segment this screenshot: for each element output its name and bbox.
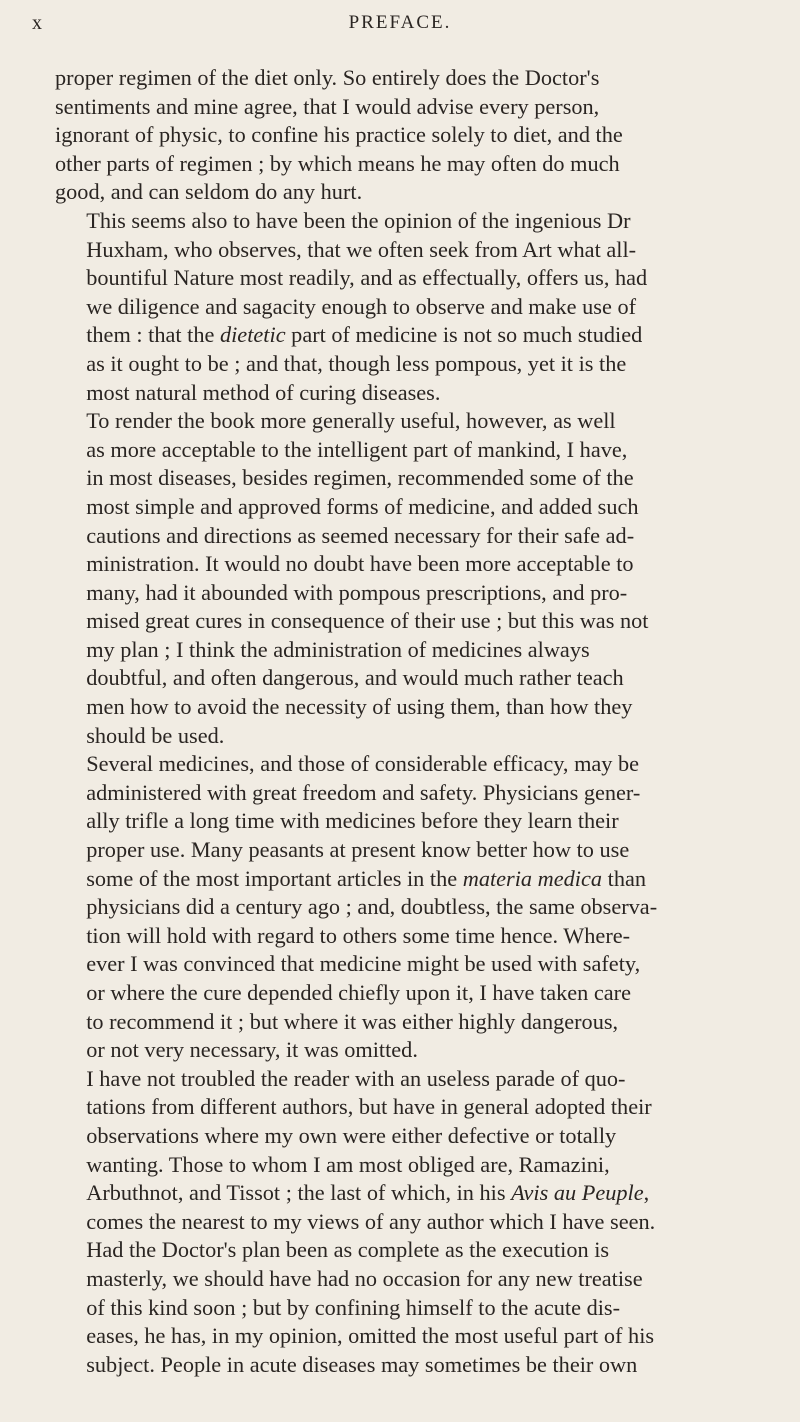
text-line: my plan ; I think the administration of medicines always <box>86 636 590 662</box>
text-line: mised great cures in consequence of their use ; but this was not <box>86 608 649 634</box>
text-line: comes the nearest to my views of any author which I have seen. <box>86 1208 656 1234</box>
text-line: should be used. <box>86 722 225 748</box>
text-line: To render the book more generally useful, however, as well <box>86 408 616 434</box>
text-line: Had the Doctor's plan been as complete as the execution is <box>86 1237 610 1263</box>
text-line: ally trifle a long time with medicines before they learn their <box>86 808 619 834</box>
text-line: most simple and approved forms of medicine, and added such <box>86 493 639 519</box>
text-line: Several medicines, and those of considerable efficacy, may be <box>86 751 640 777</box>
text-line: them : that the dietetic part of medicine is not so much studied <box>86 322 643 348</box>
text-line: men how to avoid the necessity of using them, than how they <box>86 694 633 720</box>
paragraph <box>55 750 761 1065</box>
text-line: as it ought to be ; and that, though less pompous, yet it is the <box>86 350 627 376</box>
text-line: ever I was convinced that medicine might be used with safety, <box>86 951 641 977</box>
text-line: ignorant of physic, to confine his practice solely to diet, and the <box>55 122 623 148</box>
text-line: or not very necessary, it was omitted. <box>86 1037 418 1063</box>
paragraph <box>55 1065 761 1380</box>
text-line: administered with great freedom and safety. Physicians gener- <box>86 779 641 805</box>
paragraph <box>55 64 761 207</box>
text-line: ministration. It would no doubt have been more acceptable to <box>86 551 634 577</box>
page-header <box>0 12 800 48</box>
text-line: some of the most important articles in the materia medica than <box>86 865 647 891</box>
text-line: tion will hold with regard to others some time hence. Where- <box>86 922 631 948</box>
text-line: good, and can seldom do any hurt. <box>55 179 363 205</box>
text-line: to recommend it ; but where it was either highly dangerous, <box>86 1008 619 1034</box>
text-line: proper use. Many peasants at present know better how to use <box>86 837 630 863</box>
text-line: Arbuthnot, and Tissot ; the last of which, in his Avis au Peuple, <box>86 1180 650 1206</box>
text-line: tations from different authors, but have in general adopted their <box>86 1094 652 1120</box>
text-line: This seems also to have been the opinion of the ingenious Dr <box>86 207 631 233</box>
text-line: or where the cure depended chiefly upon it, I have taken care <box>86 980 631 1005</box>
text-line: masterly, we should have had no occasion for any new treatise <box>86 1265 643 1291</box>
text-line: most natural method of curing diseases. <box>86 379 441 405</box>
text-line: physicians did a century ago ; and, doubtless, the same observa- <box>86 894 658 920</box>
text-line: observations where my own were either defective or totally <box>86 1122 617 1148</box>
text-line: wanting. Those to whom I am most obliged are, Ramazini, <box>86 1151 610 1177</box>
text-line: doubtful, and often dangerous, and would much rather teach <box>86 665 624 691</box>
text-line: I have not troubled the reader with an useless parade of quo- <box>86 1065 626 1091</box>
text-line: as more acceptable to the intelligent part of mankind, I have, <box>86 436 628 462</box>
running-head: PREFACE. <box>348 12 452 33</box>
text-line: Huxham, who observes, that we often seek from Art what all- <box>86 236 637 262</box>
text-line: cautions and directions as seemed necessary for their safe ad- <box>86 522 635 548</box>
text-line: other parts of regimen ; by which means he may often do much <box>55 150 620 176</box>
paragraph <box>55 207 761 407</box>
body-text <box>55 64 761 1379</box>
text-line: subject. People in acute diseases may sometimes be their own <box>86 1351 638 1377</box>
text-line: bountiful Nature most readily, and as effectually, offers us, had <box>86 265 648 291</box>
text-line: in most diseases, besides regimen, recommended some of the <box>86 465 634 491</box>
text-line: we diligence and sagacity enough to observe and make use of <box>86 293 637 319</box>
text-line: of this kind soon ; but by confining himself to the acute dis- <box>86 1294 621 1320</box>
text-line: many, had it abounded with pompous prescriptions, and pro- <box>86 579 628 605</box>
paragraph <box>55 407 761 750</box>
page-number: x <box>32 12 42 34</box>
text-line: eases, he has, in my opinion, omitted the most useful part of his <box>86 1323 655 1349</box>
text-line: proper regimen of the diet only. So entirely does the Doctor's <box>55 65 600 90</box>
text-line: sentiments and mine agree, that I would advise every person, <box>55 93 600 119</box>
